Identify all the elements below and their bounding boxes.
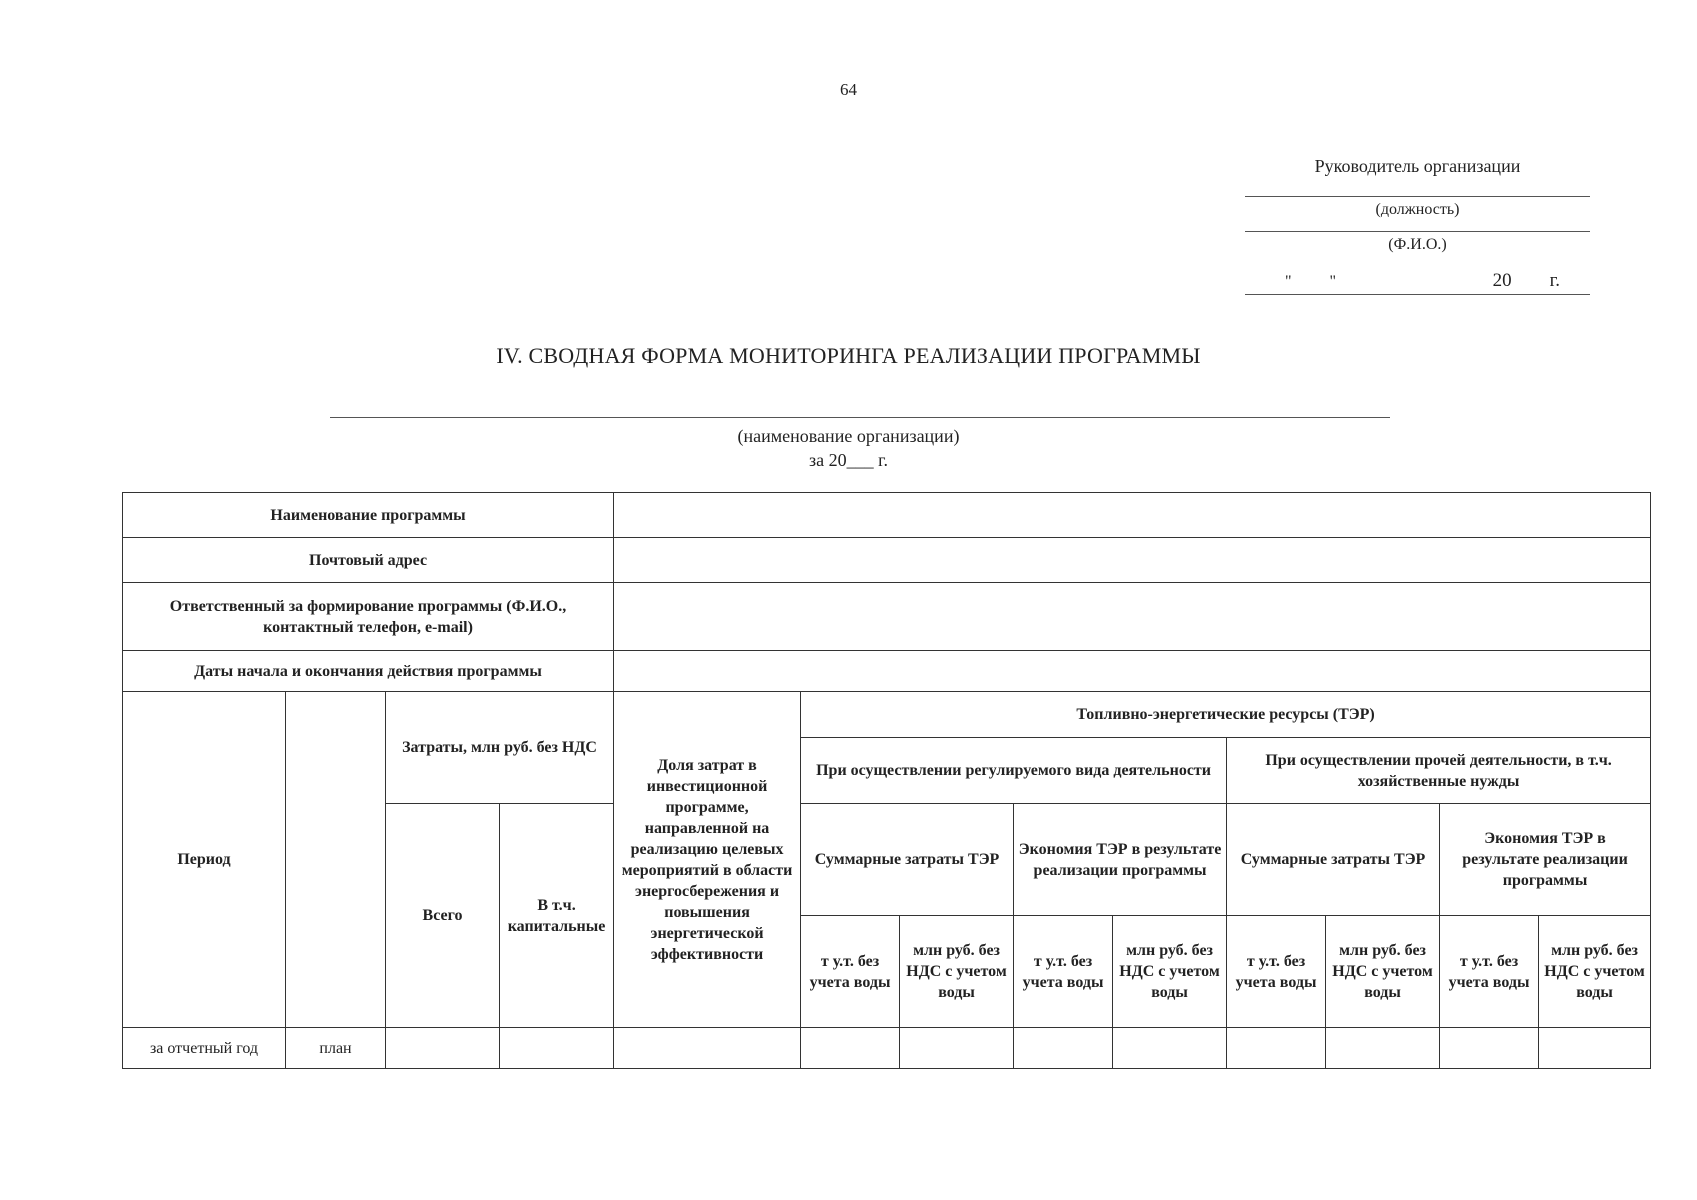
regulated-total-ter-header: Суммарные затраты ТЭР — [801, 804, 1014, 916]
organization-name-line[interactable] — [330, 417, 1390, 418]
name-caption: (Ф.И.О.) — [1388, 236, 1447, 253]
unit-rub-header: млн руб. без НДС с учетом воды — [1113, 916, 1227, 1028]
regulated-economy-tut-input[interactable] — [1014, 1028, 1113, 1069]
unit-rub-header: млн руб. без НДС с учетом воды — [1326, 916, 1440, 1028]
kind-header — [286, 692, 386, 1028]
share-input[interactable] — [614, 1028, 801, 1069]
unit-tut-header: т у.т. без учета воды — [1227, 916, 1326, 1028]
share-header: Доля затрат в инвестиционной программе, направленной на реализацию целевых мероприятий в области энергосбережения и повышения энергетической эффективности — [614, 692, 801, 1028]
program-name-field[interactable] — [614, 493, 1651, 538]
ter-header: Топливно-энергетические ресурсы (ТЭР) — [801, 692, 1651, 738]
page-number: 64 — [840, 80, 857, 99]
regulated-economy-rub-input[interactable] — [1113, 1028, 1227, 1069]
costs-total-input[interactable] — [386, 1028, 500, 1069]
table-row — [123, 1028, 1651, 1069]
postal-address-row — [123, 538, 1651, 583]
program-dates-label: Даты начала и окончания действия программы — [123, 651, 614, 692]
organization-caption-block — [0, 424, 1697, 472]
header-row-1 — [123, 692, 1651, 738]
program-dates-field[interactable] — [614, 651, 1651, 692]
date-year: 20 г. — [1492, 270, 1560, 291]
date-day: " " — [1285, 273, 1337, 290]
other-total-tut-input[interactable] — [1227, 1028, 1326, 1069]
unit-tut-header: т у.т. без учета воды — [801, 916, 900, 1028]
regulated-header: При осуществлении регулируемого вида деятельности — [801, 738, 1227, 804]
period-header: Период — [123, 692, 286, 1028]
unit-rub-header: млн руб. без НДС с учетом воды — [1539, 916, 1651, 1028]
other-total-rub-input[interactable] — [1326, 1028, 1440, 1069]
postal-address-label: Почтовый адрес — [123, 538, 614, 583]
other-economy-ter-header: Экономия ТЭР в результате реализации программы — [1440, 804, 1651, 916]
approval-head: Руководитель организации — [1314, 156, 1521, 176]
approval-block — [1245, 152, 1590, 295]
program-name-label: Наименование программы — [123, 493, 614, 538]
responsible-label: Ответственный за формирование программы (Ф.И.О., контактный телефон, e-mail) — [123, 583, 614, 651]
report-period-caption: за 20___ г. — [809, 450, 888, 470]
regulated-total-tut-input[interactable] — [801, 1028, 900, 1069]
row-kind-cell: план — [286, 1028, 386, 1069]
other-activity-header: При осуществлении прочей деятельности, в т.ч. хозяйственные нужды — [1227, 738, 1651, 804]
unit-rub-header: млн руб. без НДС с учетом воды — [900, 916, 1014, 1028]
monitoring-form-table — [122, 492, 1651, 1069]
other-economy-tut-input[interactable] — [1440, 1028, 1539, 1069]
position-caption: (должность) — [1375, 201, 1460, 218]
program-dates-row — [123, 651, 1651, 692]
organization-caption: (наименование организации) — [737, 426, 960, 446]
costs-capital-input[interactable] — [500, 1028, 614, 1069]
row-period-cell: за отчетный год — [123, 1028, 286, 1069]
program-name-row — [123, 493, 1651, 538]
costs-header: Затраты, млн руб. без НДС — [386, 692, 614, 804]
unit-tut-header: т у.т. без учета воды — [1440, 916, 1539, 1028]
responsible-field[interactable] — [614, 583, 1651, 651]
regulated-total-rub-input[interactable] — [900, 1028, 1014, 1069]
responsible-row — [123, 583, 1651, 651]
costs-total-header: Всего — [386, 804, 500, 1028]
postal-address-field[interactable] — [614, 538, 1651, 583]
document-title: IV. СВОДНАЯ ФОРМА МОНИТОРИНГА РЕАЛИЗАЦИИ ПРОГРАММЫ — [496, 343, 1201, 368]
regulated-economy-ter-header: Экономия ТЭР в результате реализации программы — [1014, 804, 1227, 916]
other-economy-rub-input[interactable] — [1539, 1028, 1651, 1069]
unit-tut-header: т у.т. без учета воды — [1014, 916, 1113, 1028]
approval-date-field[interactable] — [1245, 266, 1590, 295]
other-total-ter-header: Суммарные затраты ТЭР — [1227, 804, 1440, 916]
costs-capital-header: В т.ч. капитальные — [500, 804, 614, 1028]
